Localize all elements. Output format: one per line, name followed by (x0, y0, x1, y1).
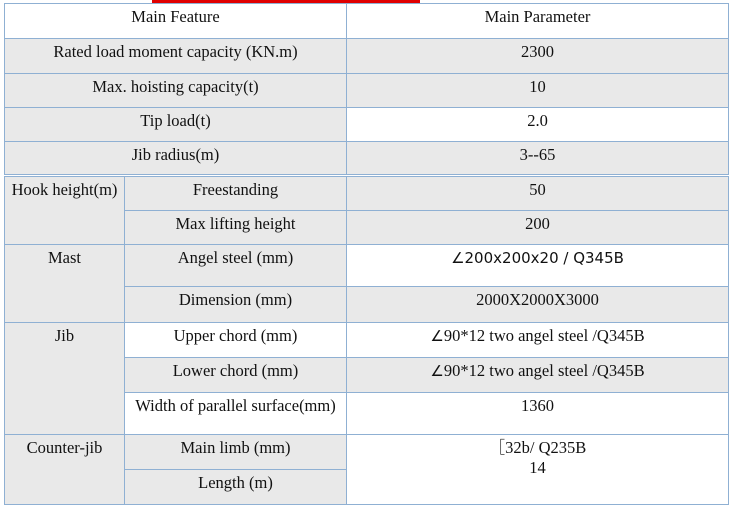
row-label: Width of parallel surface(mm) (125, 393, 347, 435)
header-row (5, 4, 729, 39)
angel-steel-value: 200x200x20 / Q345B (464, 249, 624, 267)
length-value: 14 (529, 458, 546, 477)
row-label: Max lifting height (125, 211, 347, 245)
group-counter-jib: Counter-jib (5, 435, 125, 505)
row-label: Freestanding (125, 176, 347, 211)
row-value: 10 (347, 74, 729, 108)
header-feature: Main Feature (5, 4, 347, 39)
row-label: Lower chord (mm) (125, 358, 347, 393)
row-label: Jib radius(m) (5, 142, 347, 176)
row-label: Upper chord (mm) (125, 323, 347, 358)
row-value: 1360 (347, 393, 729, 435)
lower-chord-value: 90*12 two angel steel /Q345B (443, 361, 645, 380)
group-mast: Mast (5, 245, 125, 323)
angle-symbol-icon: ∠ (451, 249, 465, 267)
row-value (347, 358, 729, 393)
row-label: Tip load(t) (5, 108, 347, 142)
table-row (5, 245, 729, 287)
row-value: 3--65 (347, 142, 729, 176)
row-value: 2000X2000X3000 (347, 287, 729, 323)
row-value (347, 245, 729, 287)
row-label: Dimension (mm) (125, 287, 347, 323)
angle-symbol-icon: ∠ (430, 362, 444, 380)
row-value: 2.0 (347, 108, 729, 142)
table-row (5, 108, 729, 142)
row-label: Rated load moment capacity (KN.m) (5, 39, 347, 74)
table-row (5, 323, 729, 358)
row-label: Max. hoisting capacity(t) (5, 74, 347, 108)
table-row (5, 435, 729, 470)
row-value: 2300 (347, 39, 729, 74)
main-limb-value: ［32b/ Q235B (488, 438, 587, 457)
row-value (347, 435, 729, 505)
main-parameter-table (4, 3, 729, 505)
header-parameter: Main Parameter (347, 4, 729, 39)
table-row (5, 176, 729, 211)
group-hook-height: Hook height(m) (5, 176, 125, 245)
row-label: Angel steel (mm) (125, 245, 347, 287)
row-label: Main limb (mm) (125, 435, 347, 470)
row-value: 200 (347, 211, 729, 245)
row-value (347, 323, 729, 358)
table-row (5, 142, 729, 176)
table-row (5, 39, 729, 74)
row-label: Length (m) (125, 470, 347, 505)
table-row (5, 74, 729, 108)
row-value: 50 (347, 176, 729, 211)
group-jib: Jib (5, 323, 125, 435)
angle-symbol-icon: ∠ (430, 327, 444, 345)
upper-chord-value: 90*12 two angel steel /Q345B (443, 326, 645, 345)
